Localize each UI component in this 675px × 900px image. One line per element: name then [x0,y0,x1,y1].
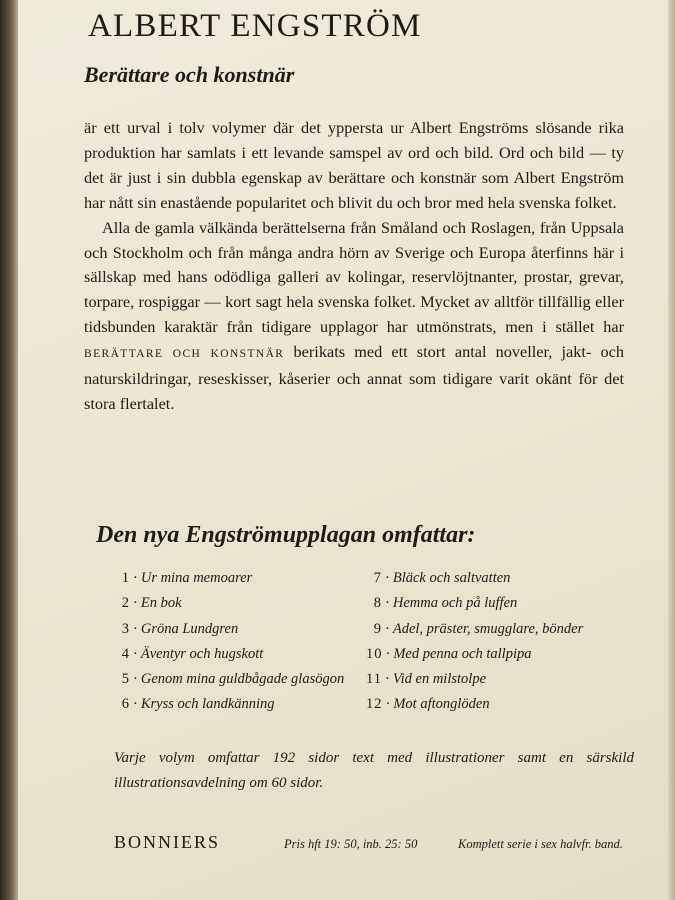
bullet-dot: · [385,671,390,688]
volume-number: 3 [121,620,130,637]
volume-title: En bok [140,595,182,612]
list-item [114,671,344,696]
list-item [366,696,583,721]
list-item [366,570,583,595]
volume-number: 6 [121,696,130,713]
volume-number: 10 [366,645,383,662]
list-item [114,621,344,646]
bullet-dot: · [133,696,138,713]
paragraph-2 [84,216,624,417]
volume-number: 1 [121,570,130,586]
volume-number: 5 [121,671,130,688]
bullet-dot: · [133,620,138,637]
volume-number: 12 [366,696,383,713]
series-name-smallcaps: BERÄTTARE OCH KONSTNÄR [84,348,285,361]
volume-title: Adel, präster, smugglare, bönder [392,620,584,637]
volume-title: Med penna och tallpipa [393,645,532,662]
paragraph-1: är ett urval i tolv volymer där det yppersta ur Albert Engströms slösande rika produktion har samlats i ett levande samspel av ord och bild. Ord och bild — ty det är just i sin dubbla egenskap av berättare och konstnär som Albert Engström har nått sin enastående popularitet och blivit du och bror med hela svenska folket. [84,118,624,212]
volume-column-left [114,570,344,722]
bullet-dot: · [133,671,138,688]
bullet-dot: · [133,595,138,612]
list-item [366,621,583,646]
series-info: Komplett serie i sex halvfr. band. [458,837,623,851]
book-spine-edge [0,0,20,900]
list-item [114,570,344,595]
volume-title: Hemma och på luffen [392,595,518,612]
volume-number: 11 [366,671,382,688]
volume-number: 4 [121,645,130,662]
volume-number: 2 [121,595,130,612]
book-back-cover [18,0,668,900]
list-item [114,696,344,721]
bullet-dot: · [133,570,138,586]
page-subtitle: Berättare och konstnär [84,62,295,87]
list-item [114,646,344,671]
list-item [366,646,583,671]
volume-title: Ur mina memoarer [140,570,253,586]
volume-title: Mot aftonglöden [393,696,490,713]
volume-note: Varje volym omfattar 192 sidor text med illustrationer samt en särskild illustrationsavdelning om 60 sidor. [114,750,634,791]
bullet-dot: · [385,595,390,612]
volume-title: Äventyr och hugskott [140,645,264,662]
volume-number: 7 [373,570,382,586]
volume-title: Genom mina guldbågade glasögon [140,671,345,688]
volume-title: Vid en milstolpe [392,671,487,688]
paragraph-2-end: berikats med ett stort antal noveller, jakt- och naturskildringar, reseskisser, kåserier och annat som tidigare varit okänt för det stora flertalet. [84,342,624,413]
bullet-dot: · [385,620,390,637]
bullet-dot: · [385,570,390,586]
bullet-dot: · [133,645,138,662]
publisher-name: BONNIERS [114,832,221,852]
bullet-dot: · [385,645,391,662]
volume-title: Kryss och landkänning [140,696,275,713]
volumes-heading: Den nya Engströmupplagan omfattar: [96,522,476,548]
page-title: ALBERT ENGSTRÖM [88,8,422,44]
bullet-dot: · [385,696,391,713]
price-info: Pris hft 19: 50, inb. 25: 50 [284,837,418,851]
volume-title: Gröna Lundgren [140,620,239,637]
description-text [84,116,624,417]
paragraph-2-start: Alla de gamla välkända berättelserna från Småland och Roslagen, från Uppsala och Stockholm och från många andra hörn av Sverige och Europa återfinns här i sällskap med hans odödliga galleri av kolingar, reservlöjtnanter, prostar, grevar, torpare, rospiggar — kort sagt hela svenska folket. Mycket av alltför tillfällig eller tidsbunden karaktär från tidigare upplagor har utmönstrats, men i stället har [84,217,624,337]
volume-column-right [366,570,583,722]
list-item [366,671,583,696]
list-item [366,595,583,620]
volume-title: Bläck och saltvatten [392,570,511,586]
list-item [114,595,344,620]
volume-number: 8 [373,595,382,612]
volume-number: 9 [373,620,382,637]
